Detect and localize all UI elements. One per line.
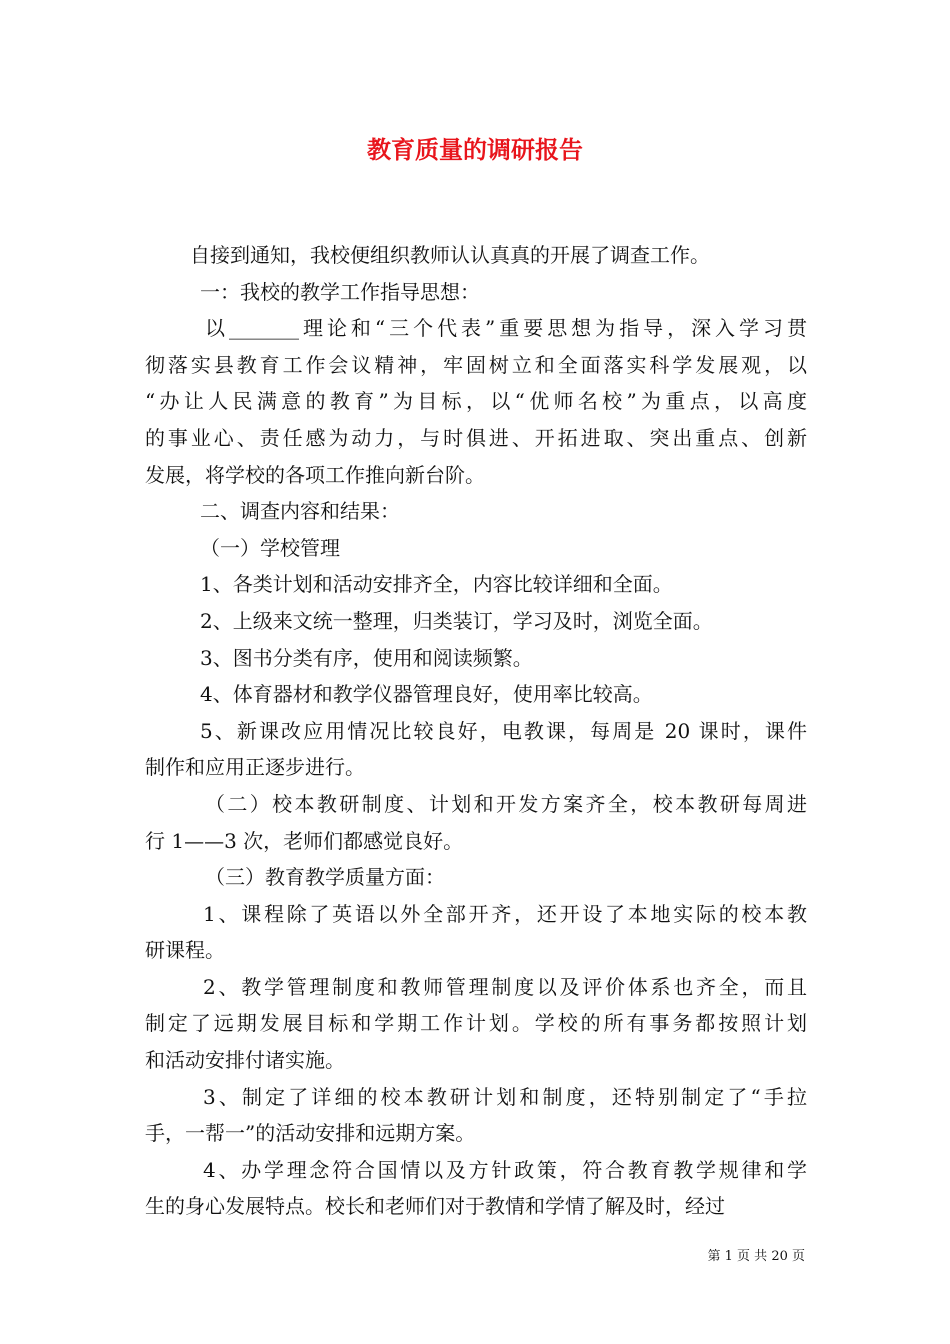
paragraph bbox=[145, 1152, 807, 1225]
text-line: 的事业心、责任感为动力，与时俱进、开拓进取、突出重点、创新 bbox=[145, 425, 807, 450]
text-line: 4、办学理念符合国情以及方针政策，符合教育教学规律和学 bbox=[203, 1157, 807, 1182]
text-line: （三）教育教学质量方面： bbox=[205, 865, 445, 890]
text-line: 2、教学管理制度和教师管理制度以及评价体系也齐全，而且 bbox=[203, 974, 807, 999]
text-line: 制定了远期发展目标和学期工作计划。学校的所有事务都按照计划 bbox=[145, 1011, 807, 1036]
paragraph bbox=[145, 969, 807, 1079]
text-line: 彻落实县教育工作会议精神，牢固树立和全面落实科学发展观，以 bbox=[145, 352, 807, 377]
text-line: 手，一帮一”的活动安排和远期方案。 bbox=[145, 1121, 476, 1146]
text-line: 二、调查内容和结果： bbox=[200, 499, 400, 524]
paragraph bbox=[145, 896, 807, 969]
paragraph bbox=[145, 859, 807, 896]
text-line: 3、图书分类有序，使用和阅读频繁。 bbox=[200, 645, 533, 670]
text-line: （一）学校管理 bbox=[200, 535, 340, 560]
paragraph bbox=[145, 676, 807, 713]
text-line: 4、体育器材和教学仪器管理良好，使用率比较高。 bbox=[200, 682, 653, 707]
text-line: 1、各类计划和活动安排齐全，内容比较详细和全面。 bbox=[200, 572, 673, 597]
paragraph bbox=[145, 493, 807, 530]
paragraph bbox=[145, 566, 807, 603]
text-line: 和活动安排付诸实施。 bbox=[145, 1048, 345, 1073]
text-line: 一：我校的教学工作指导思想： bbox=[200, 279, 480, 304]
text-line: 5、新课改应用情况比较良好，电教课，每周是 20 课时，课件 bbox=[200, 718, 807, 743]
text-line: 研课程。 bbox=[145, 938, 225, 963]
text-line: 生的身心发展特点。校长和老师们对于教情和学情了解及时，经过 bbox=[145, 1194, 725, 1219]
paragraph bbox=[145, 237, 807, 274]
paragraph bbox=[145, 640, 807, 677]
text-line: 2、上级来文统一整理，归类装订，学习及时，浏览全面。 bbox=[200, 608, 713, 633]
paragraph bbox=[145, 1079, 807, 1152]
text-line: （二）校本教研制度、计划和开发方案齐全，校本教研每周进 bbox=[205, 791, 807, 816]
text-line: 1、课程除了英语以外全部开齐，还开设了本地实际的校本教 bbox=[203, 901, 807, 926]
text-line: 行 1——3 次，老师们都感觉良好。 bbox=[145, 828, 464, 853]
text-line: 发展，将学校的各项工作推向新台阶。 bbox=[145, 462, 485, 487]
paragraph bbox=[145, 713, 807, 786]
text-line: 自接到通知，我校便组织教师认认真真的开展了调查工作。 bbox=[190, 243, 710, 267]
paragraph bbox=[145, 530, 807, 567]
page-number: 第 1 页 共 20 页 bbox=[707, 1249, 805, 1264]
document-title: 教育质量的调研报告 bbox=[367, 135, 583, 164]
paragraph bbox=[145, 603, 807, 640]
paragraph bbox=[145, 274, 807, 311]
text-line: 以_______理论和“三个代表”重要思想为指导，深入学习贯 bbox=[205, 316, 807, 341]
document-body bbox=[145, 237, 807, 1225]
paragraph bbox=[145, 310, 807, 493]
text-line: “办让人民满意的教育”为目标，以“优师名校”为重点，以高度 bbox=[145, 389, 807, 414]
paragraph bbox=[145, 786, 807, 859]
text-line: 3、制定了详细的校本教研计划和制度，还特别制定了“手拉 bbox=[203, 1084, 807, 1109]
text-line: 制作和应用正逐步进行。 bbox=[145, 755, 365, 780]
